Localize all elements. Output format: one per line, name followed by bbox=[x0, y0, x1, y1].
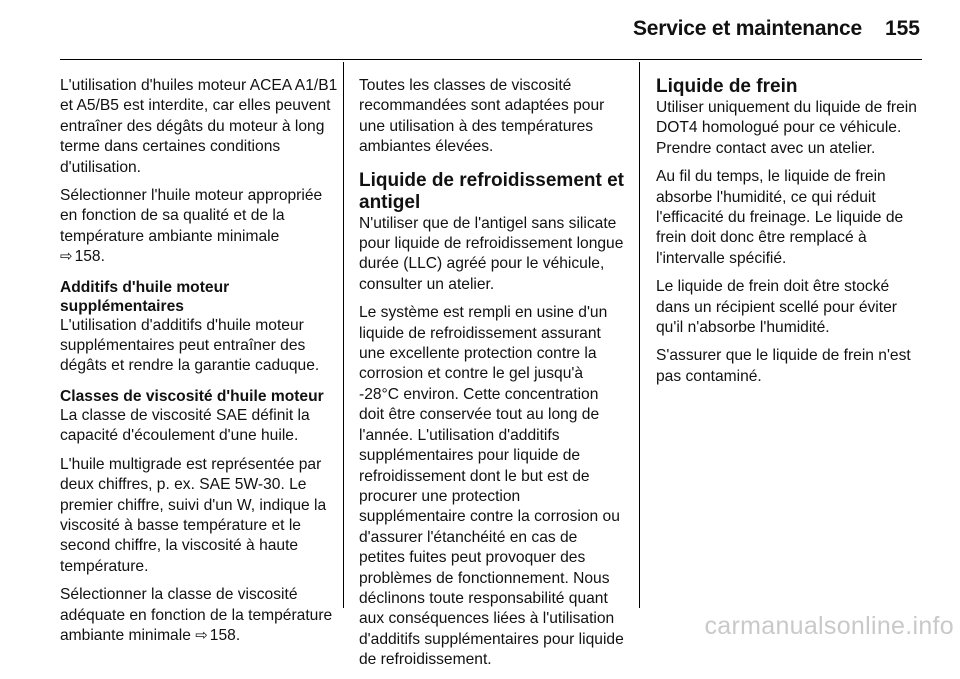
header-divider bbox=[60, 59, 922, 60]
subheading: Additifs d'huile moteur supplémentaires bbox=[60, 278, 230, 315]
subheading: Classes de viscosité d'huile moteur bbox=[60, 387, 324, 405]
watermark: carmanualsonline.info bbox=[704, 612, 954, 640]
column-right bbox=[656, 76, 924, 395]
page-reference[interactable]: 158. bbox=[209, 626, 241, 644]
column-left bbox=[60, 76, 338, 654]
page-reference[interactable]: 158. bbox=[74, 248, 105, 266]
paragraph: Au fil du temps, le liquide de frein absorbe l'humidité, ce qui réduit l'efficacité du freinage. Le liquide de frein doit donc être remplacé à l'intervalle spécifié. bbox=[656, 168, 904, 267]
paragraph: L'utilisation d'additifs d'huile moteur supplémentaires peut entraîner des dégâts et rendre la garantie caduque. bbox=[60, 316, 320, 375]
section-title: Service et maintenance bbox=[632, 17, 862, 40]
section-heading: Liquide de frein bbox=[656, 76, 798, 97]
paragraph: S'assurer que le liquide de frein n'est pas contaminé. bbox=[656, 347, 911, 385]
column-divider bbox=[343, 62, 344, 608]
paragraph: Utiliser uniquement du liquide de frein DOT4 homologué pour ce véhicule. Prendre contact avec un atelier. bbox=[656, 99, 917, 157]
section-heading: Liquide de refroidissement et antigel bbox=[359, 169, 624, 213]
paragraph: Sélectionner la classe de viscosité adéquate en fonction de la température ambiante minimale ⇨ 158. bbox=[60, 585, 338, 646]
paragraph: Le liquide de frein doit être stocké dans un récipient scellé pour éviter qu'il n'absorbe l'humidité. bbox=[656, 278, 897, 337]
page-header bbox=[0, 0, 960, 62]
paragraph: La classe de viscosité SAE définit la capacité d'écoulement d'une huile. bbox=[60, 406, 310, 445]
paragraph: L'utilisation d'huiles moteur ACEA A1/B1 et A5/B5 est interdite, car elles peuvent entraîner des dégâts du moteur à long terme dans certaines conditions d'utilisation. bbox=[60, 77, 338, 176]
column-divider bbox=[639, 62, 640, 608]
page-reference-arrow-icon: ⇨ bbox=[60, 248, 73, 266]
column-middle bbox=[359, 76, 627, 679]
paragraph: Sélectionner l'huile moteur appropriée en fonction de sa qualité et de la température ambiante minimale ⇨ 158. bbox=[60, 186, 338, 268]
page-reference-arrow-icon: ⇨ bbox=[195, 626, 208, 644]
paragraph: Le système est rempli en usine d'un liquide de refroidissement assurant une excellente protection contre la corrosion et contre le gel jusqu'à -28°C environ. Cette concentration doit être conservée tout au long de l'année. L'utilisation d'additifs supplémentaires pour liquide de refroidissement dont le but est de procurer une protection supplémentaire contre la corrosion ou d'assurer l'étanchéité en cas de petites fuites peut provoquer des problèmes de fonctionnement. Nous déclinons toute responsabilité quant aux conséquences liées à l'utilisation d'additifs supplémentaires pour liquide de refroidissement. bbox=[359, 304, 624, 669]
paragraph: N'utiliser que de l'antigel sans silicate pour liquide de refroidissement longue durée (LLC) agréé pour le véhicule, consulter un atelier. bbox=[359, 214, 624, 293]
page-number: 155 bbox=[884, 17, 920, 40]
paragraph: L'huile multigrade est représentée par deux chiffres, p. ex. SAE 5W-30. Le premier chiffre, suivi d'un W, indique la viscosité à basse température et le second chiffre, la viscosité à haute température. bbox=[60, 455, 327, 575]
paragraph: Toutes les classes de viscosité recommandées sont adaptées pour une utilisation à des températures ambiantes élevées. bbox=[359, 77, 605, 156]
